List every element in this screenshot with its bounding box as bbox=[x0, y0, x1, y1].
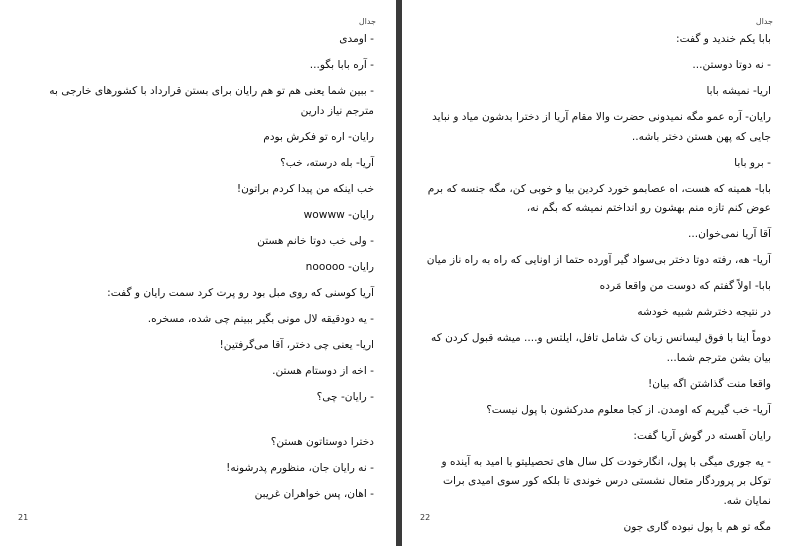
text-line: رایان- wowww bbox=[303, 208, 374, 221]
text-line: دوماً اینا با فوق لیسانس زبان ک شامل تافل، ایلتس و.... میشه قبول کردن که بیان بشن مترجم شما... bbox=[431, 332, 771, 364]
page-header: جدال bbox=[755, 17, 773, 26]
text-line: اریا- یعنی چی دختر، آقا می‌گرفتین! bbox=[219, 338, 374, 351]
text-line: آریا- خب گیریم که اومدن. از کجا معلوم مدرکشون با پول نیست؟ bbox=[486, 403, 771, 416]
text-line: در نتیجه دخترشم شبیه خودشه bbox=[637, 306, 771, 318]
text-line: بابا یکم خندید و گفت: bbox=[676, 33, 771, 45]
text-line: - اهان، پس خواهران غریبن bbox=[254, 488, 374, 500]
page-number: 22 bbox=[420, 513, 431, 522]
text-line: آریا کوسنی که روی مبل بود رو پرت کرد سمت رایان و گفت: bbox=[107, 286, 374, 299]
text-line: - یه دودقیقه لال مونی بگیر ببینم چی شده، مسخره. bbox=[147, 312, 374, 325]
text-line: دخترا دوستاتون هستن؟ bbox=[270, 436, 374, 448]
page-right bbox=[402, 0, 793, 546]
text-line: رایان آهسته در گوش آریا گفت: bbox=[633, 429, 771, 442]
text-line: - رایان- چی؟ bbox=[316, 390, 374, 403]
text-line: - اخه از دوستام هستن. bbox=[272, 364, 374, 377]
text-line: رایان- nooooo bbox=[305, 260, 374, 273]
text-line: رایان- اره تو فکرش بودم bbox=[263, 130, 374, 143]
text-line: خب اینکه من پیدا کردم براتون! bbox=[236, 182, 374, 195]
text-line: بابا- همینه که هست، اه عصابمو خورد کردین بیا و خوبی کن، مگه جنسه که برم عوض کنم تازه منم بهشون رو انداختم نمیشه که بگم نه، bbox=[427, 182, 771, 214]
text-line: آریا- هه، رفته دوتا دختر بی‌سواد گیر آورده حتما از اونایی که راه به راه ناز میان bbox=[426, 254, 771, 266]
text-line: - نه دوتا دوستن... bbox=[692, 59, 771, 71]
text-line: - نه رایان جان، منظورم پدرشونه! bbox=[226, 462, 374, 474]
text-line: - اومدی bbox=[339, 33, 374, 45]
text-line: - برو بابا bbox=[734, 156, 771, 169]
text-line: واقعا منت گذاشتن اگه بیان! bbox=[648, 377, 771, 390]
text-line: آقا آریا نمی‌خوان... bbox=[688, 228, 771, 240]
page-text bbox=[18, 30, 374, 511]
page-left bbox=[0, 0, 396, 546]
text-line: - آره بابا بگو... bbox=[309, 59, 374, 71]
text-line: - ولی خب دوتا خانم هستن bbox=[257, 234, 374, 247]
page-header: جدال bbox=[358, 17, 376, 26]
text-line: اریا- نمیشه بابا bbox=[706, 85, 771, 97]
page-number: 21 bbox=[18, 513, 29, 522]
text-line: رایان- آره عمو مگه نمیدونی حضرت والا مقام آریا از دخترا بدشون میاد و نباید جایی که پهن هستن دختر باشه.. bbox=[432, 111, 771, 143]
text-line: - یه جوری میگی با پول، انگارخودت کل سال های تحصیلیتو با امید به آینده و توکل بر پروردگار متعال نشستی درس خوندی تا بلکه کور سوی امیدی برات نمایان شه. bbox=[441, 455, 771, 507]
text-line: بابا- اولاً گفتم که دوست من واقعا مَرده bbox=[599, 280, 771, 292]
page-text bbox=[420, 30, 771, 544]
text-line: - ببین شما یعنی هم تو هم رایان برای بستن قرارداد با کشورهای خارجی به مترجم نیاز دارین bbox=[49, 85, 374, 117]
text-line: مگه تو هم با پول نبوده گاری جون bbox=[623, 520, 771, 533]
text-line: آریا- بله درسته، خب؟ bbox=[280, 156, 374, 169]
